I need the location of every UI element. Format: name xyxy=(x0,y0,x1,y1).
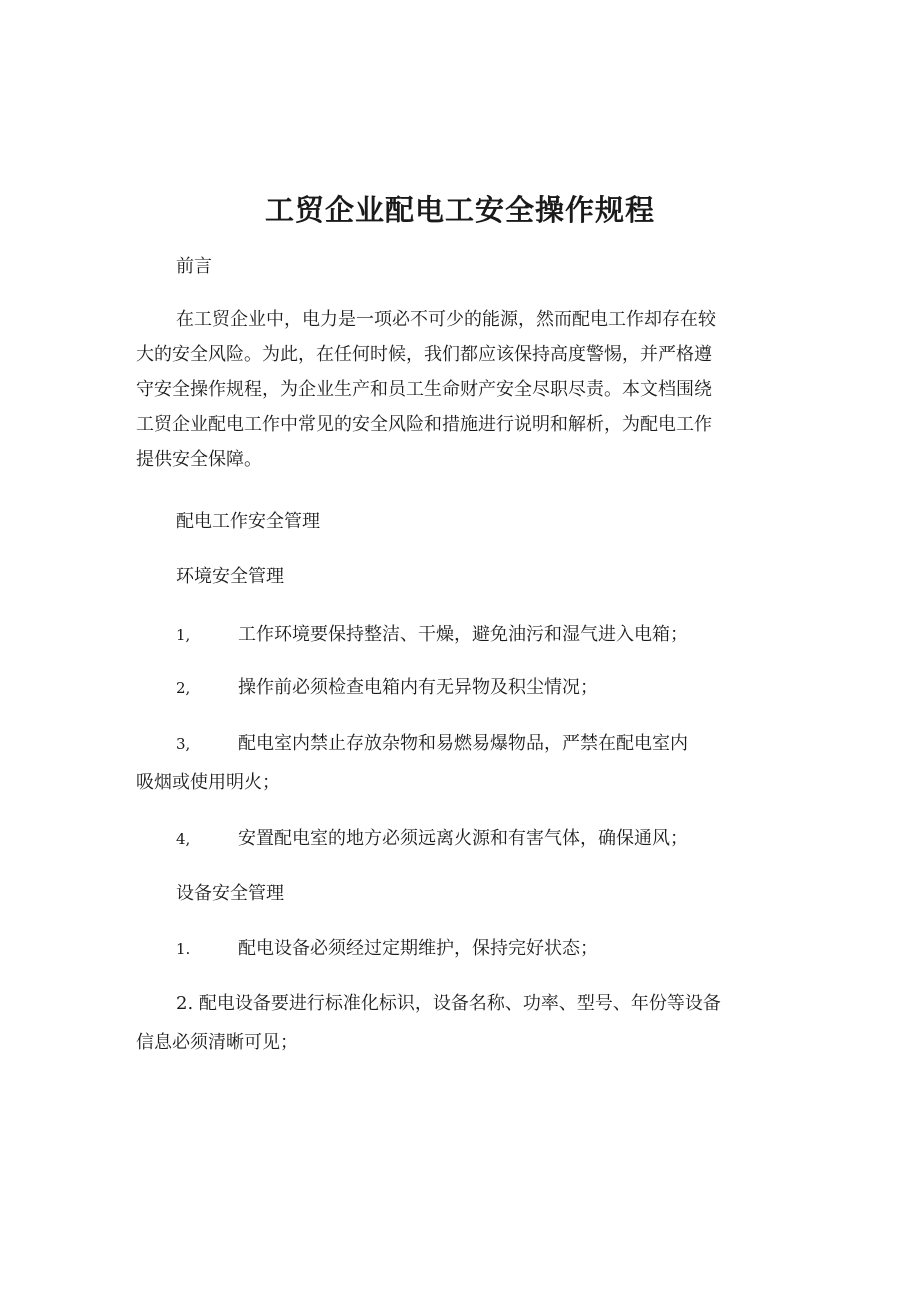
list-item-number: 2, xyxy=(176,679,191,697)
list-item-number: 3, xyxy=(176,735,191,753)
preface-line: 工贸企业配电工作中常见的安全风险和措施进行说明和解析，为配电工作 xyxy=(136,414,712,435)
list-item-number: 1. xyxy=(176,940,191,958)
list-item-text: 工作环境要保持整洁、干燥，避免油污和湿气进入电箱； xyxy=(238,624,688,645)
subsection-heading-equipment: 设备安全管理 xyxy=(176,883,284,904)
preface-line: 提供安全保障。 xyxy=(136,449,262,470)
list-item-text: 配电室内禁止存放杂物和易燃易爆物品，严禁在配电室内 xyxy=(238,733,688,754)
section-heading: 配电工作安全管理 xyxy=(176,511,320,532)
preface-line: 大的安全风险。为此，在任何时候，我们都应该保持高度警惕，并严格遵 xyxy=(136,344,712,365)
list-item-text: 操作前必须检查电箱内有无异物及积尘情况； xyxy=(238,677,598,698)
preface-heading: 前言 xyxy=(176,256,212,277)
list-item-continuation: 吸烟或使用明火； xyxy=(136,772,280,793)
list-item-number: 1, xyxy=(176,626,191,644)
list-item-text: 2. 配电设备要进行标准化标识，设备名称、功率、型号、年份等设备 xyxy=(176,993,721,1014)
list-item-continuation: 信息必须清晰可见； xyxy=(136,1032,298,1053)
subsection-heading-environment: 环境安全管理 xyxy=(176,566,284,587)
document-title: 工贸企业配电工安全操作规程 xyxy=(264,193,655,227)
list-item-text: 安置配电室的地方必须远离火源和有害气体，确保通风； xyxy=(238,828,688,849)
preface-line: 在工贸企业中，电力是一项必不可少的能源，然而配电工作却存在较 xyxy=(176,309,716,330)
preface-line: 守安全操作规程，为企业生产和员工生命财产安全尽职尽责。本文档围绕 xyxy=(136,379,712,400)
list-item-number: 4, xyxy=(176,830,191,848)
list-item-text: 配电设备必须经过定期维护，保持完好状态； xyxy=(238,938,598,959)
